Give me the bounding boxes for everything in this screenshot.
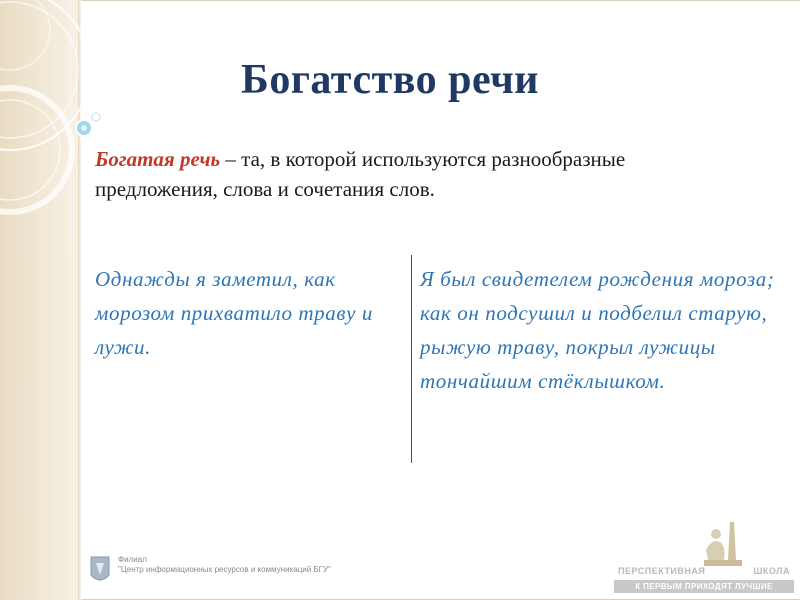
organization-logo-icon [88, 555, 112, 585]
decorative-circles-graphic [0, 0, 200, 260]
definition-term: Богатая речь [95, 147, 221, 171]
footer-organization [88, 555, 331, 585]
column-divider [411, 255, 412, 463]
school-logo-figure-icon [700, 520, 746, 568]
organization-label: Филиал [118, 555, 147, 564]
definition-text: – та, в которой используются разнообразные предложения, слова и сочетания слов. [95, 147, 626, 201]
example-simple-sentence: Однажды я заметил, как морозом прихватило траву и лужи. [95, 267, 373, 359]
school-logo-word2: ШКОЛА [753, 566, 790, 576]
school-logo-text [618, 564, 790, 578]
organization-name: "Центр информационных ресурсов и коммуникаций БГУ" [118, 565, 331, 574]
school-logo-slogan: К ПЕРВЫМ ПРИХОДЯТ ЛУЧШИЕ [614, 580, 794, 593]
school-logo-word1: ПЕРСПЕКТИВНАЯ [618, 566, 706, 576]
example-rich-sentence: Я был свидетелем рождения мороза; как он подсушил и подбелил старую, рыжую траву, покрыл лужицы тончайшим стёклышком. [420, 267, 775, 393]
slide-title: Богатство речи [241, 57, 539, 103]
definition-paragraph [95, 144, 735, 204]
